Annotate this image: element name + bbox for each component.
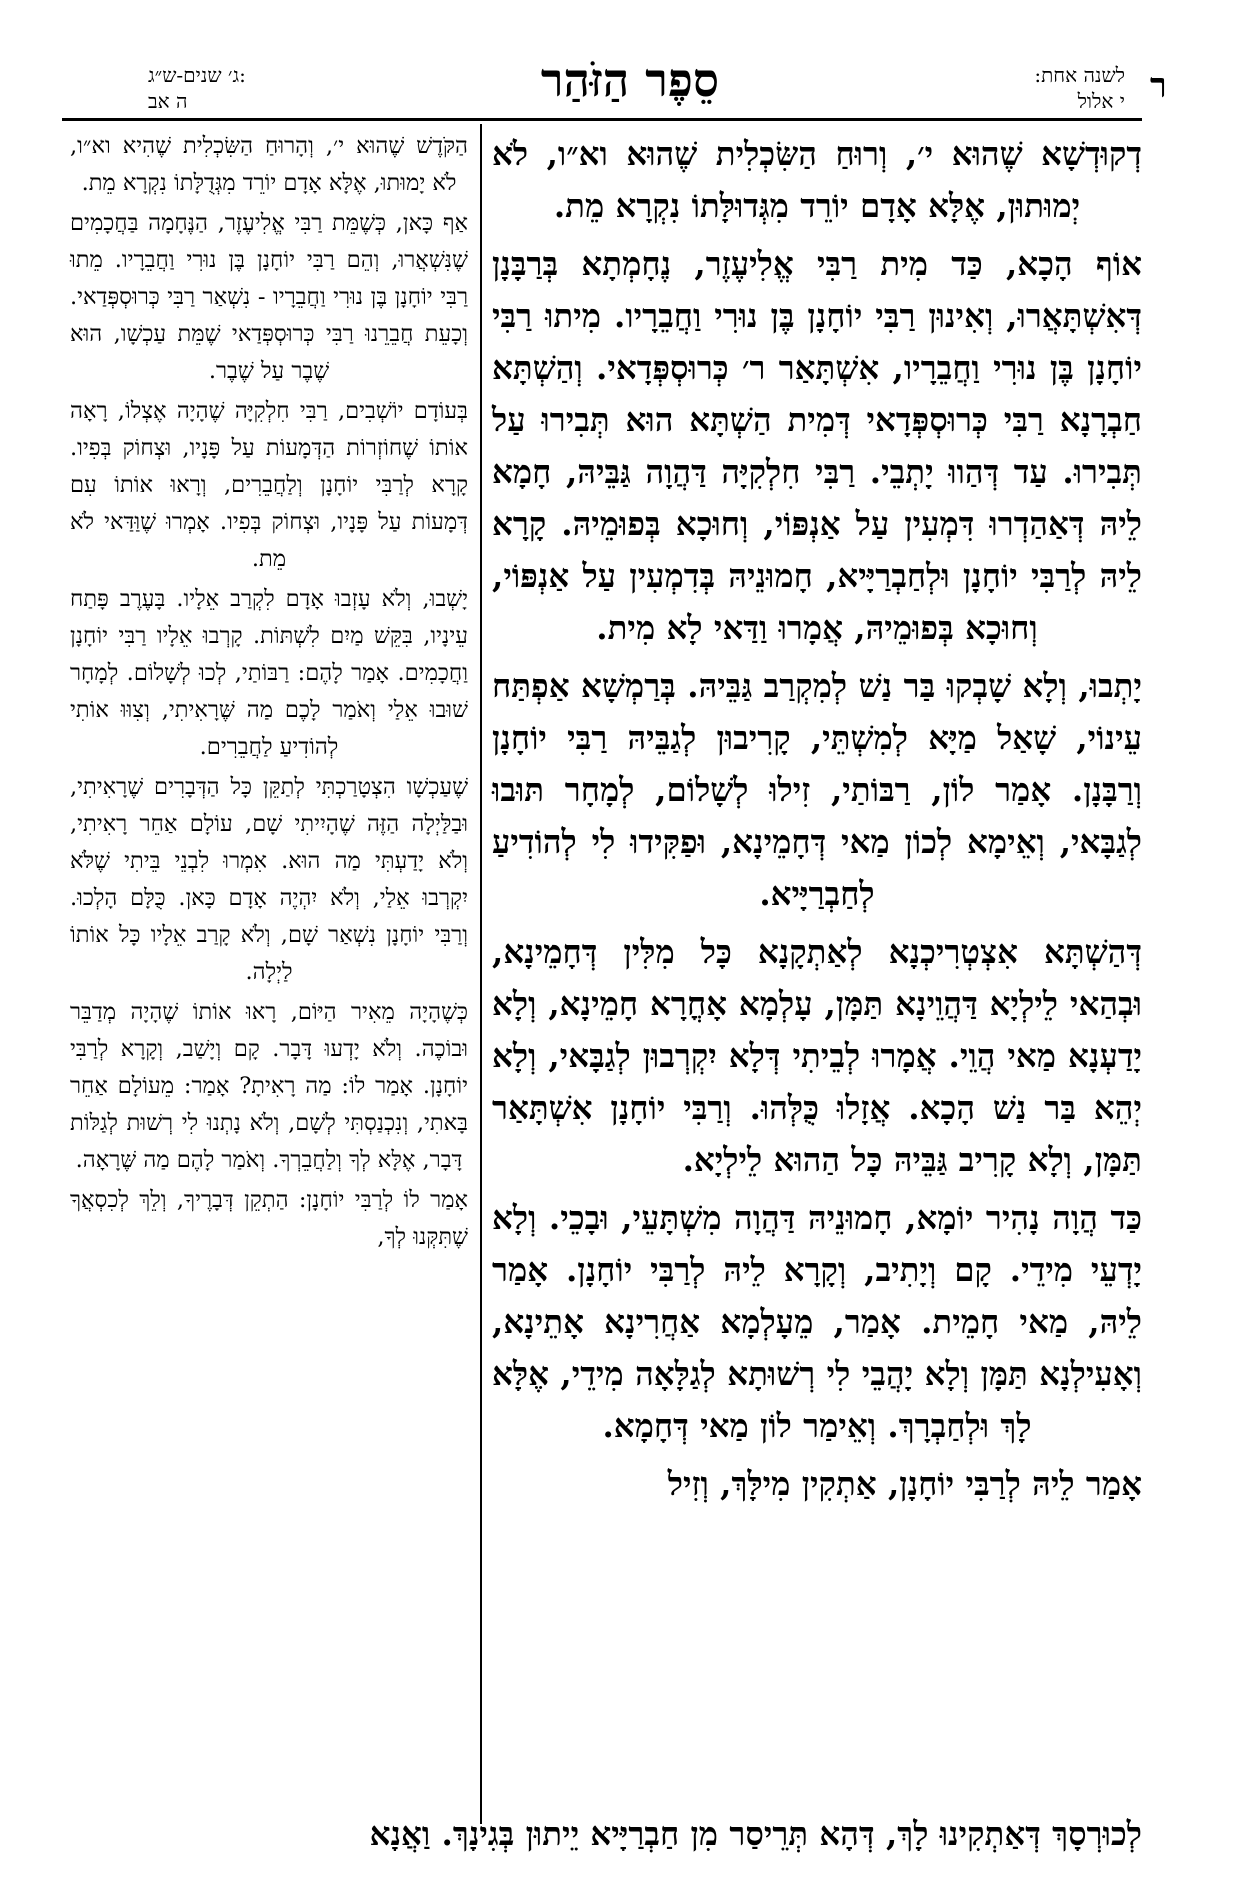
header-divider (62, 118, 1142, 121)
main-paragraph: אוֹף הָכָא, כַּד מִית רַבִּי אֱלִיעֶזֶר, נֶחָמְתָא בְּרַבָּנָן דְּאִשְׁתָּאֲרוּ, וְאִינוּן רַבִּי יוֹחָנָן בֶּן נוּרִי וַחֲבֵרָיו. מִיתוּ רַבִּי יוֹחָנָן בֶּן נוּרִי וַחֲבֵרָיו, אִשְׁתָּאַר ר׳ כְּרוּסְפְּדָאי. וְהַשְׁתָּא חַבְרָנָא רַבִּי כְּרוּסְפְּדָאי דְּמִית הַשְׁתָּא הוּא תְּבִירוּ עַל תְּבִירוּ. עַד דְּהַווּ יָתְבֵי. רַבִּי חִלְקִיָּה דַּהֲוָה גַּבֵּיהּ, חָמָא לֵיהּ דְּאַהַדְרוּ דִּמְעִין עַל אַנְפּוֹי, וְחוּכָא בְּפוּמֵיהּ. קָרָא לֵיהּ לְרַבִּי יוֹחָנָן וּלְחַבְרַיָּיא, חָמוּנֵיהּ בְּדִמְעִין עַל אַנְפּוֹי, וְחוּכָא בְּפוּמֵיהּ, אֲמָרוּ וַדַּאי לָא מִית. (492, 244, 1142, 647)
schedule-label: לשנה אחת: (1034, 63, 1125, 87)
main-paragraph: דְּהַשְׁתָּא אִצְטְרִיכְנָא לְאַתְקָנָא כָּל מִלִּין דְּחָמֵינָא, וּבְהַאי לֵילְיָא דַּהֲוֵינָא תַּמָּן, עָלְמָא אָחֳרָא חָמֵינָא, וְלָא יָדַעְנָא מַאי הֲוֵי. אֲמָרוּ לְבֵיתִי דְּלָא יִקְרְבוּן לְגַבָּאי, וְלָא יְהֵא בַּר נַשׁ הָכָא. אֲזָלוּ כֻּלְּהוּ. וְרַבִּי יוֹחָנָן אִשְׁתָּאַר תַּמָּן, וְלָא קָרִיב גַּבֵּיהּ כָּל הַהוּא לֵילְיָא. (492, 932, 1142, 1179)
main-paragraph: יָתְבוּ, וְלָא שָׁבְקוּ בַּר נַשׁ לְמִקְרַב גַּבֵּיהּ. בְּרַמְשָׁא אַפְתַּח עֵינוֹי, שָׁאַל מַיָּא לְמִשְׁתֵּי, קָרִיבוּן לְגַבֵּיהּ רַבִּי יוֹחָנָן וְרַבָּנָן. אָמַר לוֹן, רַבּוֹתַי, זִילוּ לְשָׁלוֹם, לְמָחָר תּוּבוּ לְגַבָּאי, וְאֵימָא לְכוֹן מַאי דְּחָמֵינָא, וּפַקִּידוּ לִי לְהוֹדִיעַ לְחַבְרַיָּיא. (492, 666, 1142, 913)
schedule-date: ה אב (148, 89, 188, 113)
main-paragraph: אָמַר לֵיהּ לְרַבִּי יוֹחָנָן, אַתְקִין מִילָּךְ, וְזִיל (667, 1464, 1142, 1503)
translation-paragraph: אָמַר לוֹ לְרַבִּי יוֹחָנָן: הַתְקֵן דְּבָרֶיךָ, וְלֵךְ לְכִסְאֲךָ שֶׁתִּקְּנוּ לְךָ, (70, 1187, 468, 1250)
translation-paragraph: הַקֹּדֶשׁ שֶׁהוּא י׳, וְהָרוּחַ הַשִּׂכְלִית שֶׁהִיא וא״ו, לֹא יָמוּתוּ, אֶלָּא אָדָם יוֹרֵד מִגְּדֻלָּתוֹ נִקְרָא מֵת. (70, 133, 468, 196)
main-paragraph: כַּד הֲוָה נָהִיר יוֹמָא, חָמוּנֵיהּ דַּהֲוָה מִשְׁתָּעֵי, וּבָכֵי. וְלָא יָדְעֵי מִידֵי. קָם וְיָתִיב, וְקָרָא לֵיהּ לְרַבִּי יוֹחָנָן. אָמַר לֵיהּ, מַאי חָמֵית. אָמַר, מֵעָלְמָא אַחֲרִינָא אָתֵינָא, וְאָעִילְנָא תַּמָּן וְלָא יָהֲבֵי לִי רְשׁוּתָא לְגַלָּאָה מִידֵי, אֶלָּא לָךְ וּלְחַבְרָךְ. וְאֵימַר לוֹן מַאי דְּחָמָא. (492, 1198, 1142, 1445)
translation-paragraph: בְּעוֹדָם יוֹשְׁבִים, רַבִּי חִלְקִיָּה שֶׁהָיָה אֶצְלוֹ, רָאָה אוֹתוֹ שֶׁחוֹזְרוֹת הַדְּמָעוֹת עַל פָּנָיו, וּצְחוֹק בְּפִיו. קָרָא לְרַבִּי יוֹחָנָן וְלַחֲבֵרִים, וְרָאוּ אוֹתוֹ עִם דְּמָעוֹת עַל פָּנָיו, וּצְחוֹק בְּפִיו. אָמְרוּ שֶׁוַּדַּאי לֹא מֵת. (70, 398, 468, 572)
header-schedule-three-years (148, 62, 348, 118)
translation-paragraph: אַף כָּאן, כְּשֶׁמֵּת רַבִּי אֱלִיעֶזֶר, הַנֶּחָמָה בַּחֲכָמִים שֶׁנִּשְׁאֲרוּ, וְהֵם רַבִּי יוֹחָנָן בֶּן נוּרִי וַחֲבֵרָיו. מֵתוּ רַבִּי יוֹחָנָן בֶּן נוּרִי וַחֲבֵרָיו - נִשְׁאַר רַבִּי כְּרוּסְפְּדַאי. וְכָעֵת חֲבֵרֵנוּ רַבִּי כְּרוּסְפְּדַאי שֶׁמֵּת עַכְשָׁו, הוּא שֶׁבֶר עַל שֶׁבֶר. (70, 210, 468, 384)
page-title: סֵפֶר הַזֹּהַר (540, 53, 720, 107)
translation-paragraph: שֶׁעַכְשָׁו הִצְטָרַכְתִּי לְתַקֵּן כָּל הַדְּבָרִים שֶׁרָאִיתִי, וּבַלַּיְלָה הַזֶּה שֶׁהָיִיתִי שָׁם, עוֹלָם אַחֵר רָאִיתִי, וְלֹא יָדַעְתִּי מַה הוּא. אִמְרוּ לִבְנֵי בֵּיתִי שֶׁלֹּא יִקְרְבוּ אֵלַי, וְלֹא יִהְיֶה אָדָם כָּאן. כֻּלָּם הָלְכוּ. וְרַבִּי יוֹחָנָן נִשְׁאַר שָׁם, וְלֹא קָרַב אֵלָיו כָּל אוֹתוֹ לַיְלָה. (70, 774, 468, 985)
full-width-continuation-line: לְכוּרְסָךְ דְּאַתְקִינוּ לָךְ, דְּהָא תְּרֵיסַר מִן חַבְרַיָּיא יֵיתוּן בְּגִינָךְ. וַאֲנָא (369, 1814, 1142, 1853)
schedule-label: ג׳ שנים-ש״ג: (148, 63, 246, 87)
column-divider (480, 124, 482, 1824)
translation-paragraph: יָשְׁבוּ, וְלֹא עָזְבוּ אָדָם לִקְרַב אֵלָיו. בָּעֶרֶב פָּתַח עֵינָיו, בִּקֵּשׁ מַיִם לִשְׁתּוֹת. קָרְבוּ אֵלָיו רַבִּי יוֹחָנָן וַחֲכָמִים. אָמַר לָהֶם: רַבּוֹתַי, לְכוּ לְשָׁלוֹם. לְמָחָר שׁוּבוּ אֵלַי וְאֹמַר לָכֶם מַה שֶּׁרָאִיתִי, וְצִוּוּ אוֹתִי לְהוֹדִיעַ לַחֲבֵרִים. (70, 586, 468, 760)
schedule-date: י אלול (1077, 89, 1125, 113)
aramaic-text-column (492, 128, 1142, 1510)
main-paragraph: דְקוּדְשָׁא שֶׁהוּא י׳, וְרוּחַ הַשִּׂכְלִית שֶׁהוּא וא״ו, לֹא יְמוּתוּן, אֶלָּא אָדָם יוֹרֵד מִגְּדוּלָּתוֹ נִקְרָא מֵת. (492, 134, 1142, 225)
translation-paragraph: כְּשֶׁהָיָה מֵאִיר הַיּוֹם, רָאוּ אוֹתוֹ שֶׁהָיָה מְדַבֵּר וּבוֹכֶה. וְלֹא יָדְעוּ דָּבָר. קָם וְיָשַׁב, וְקָרָא לְרַבִּי יוֹחָנָן. אָמַר לוֹ: מַה רָאִיתָ? אָמַר: מֵעוֹלָם אַחֵר בָּאתִי, וְנִכְנַסְתִּי לְשָׁם, וְלֹא נָתְנוּ לִי רְשׁוּת לְגַלּוֹת דָּבָר, אֶלָּא לְךָ וְלַחֲבֵרְךָ. וְאֹמַר לָהֶם מַה שֶּׁרָאָה. (70, 999, 468, 1173)
header-schedule-one-year (945, 62, 1125, 118)
page-letter: ר (1150, 66, 1167, 106)
hebrew-translation-column (70, 128, 468, 1256)
